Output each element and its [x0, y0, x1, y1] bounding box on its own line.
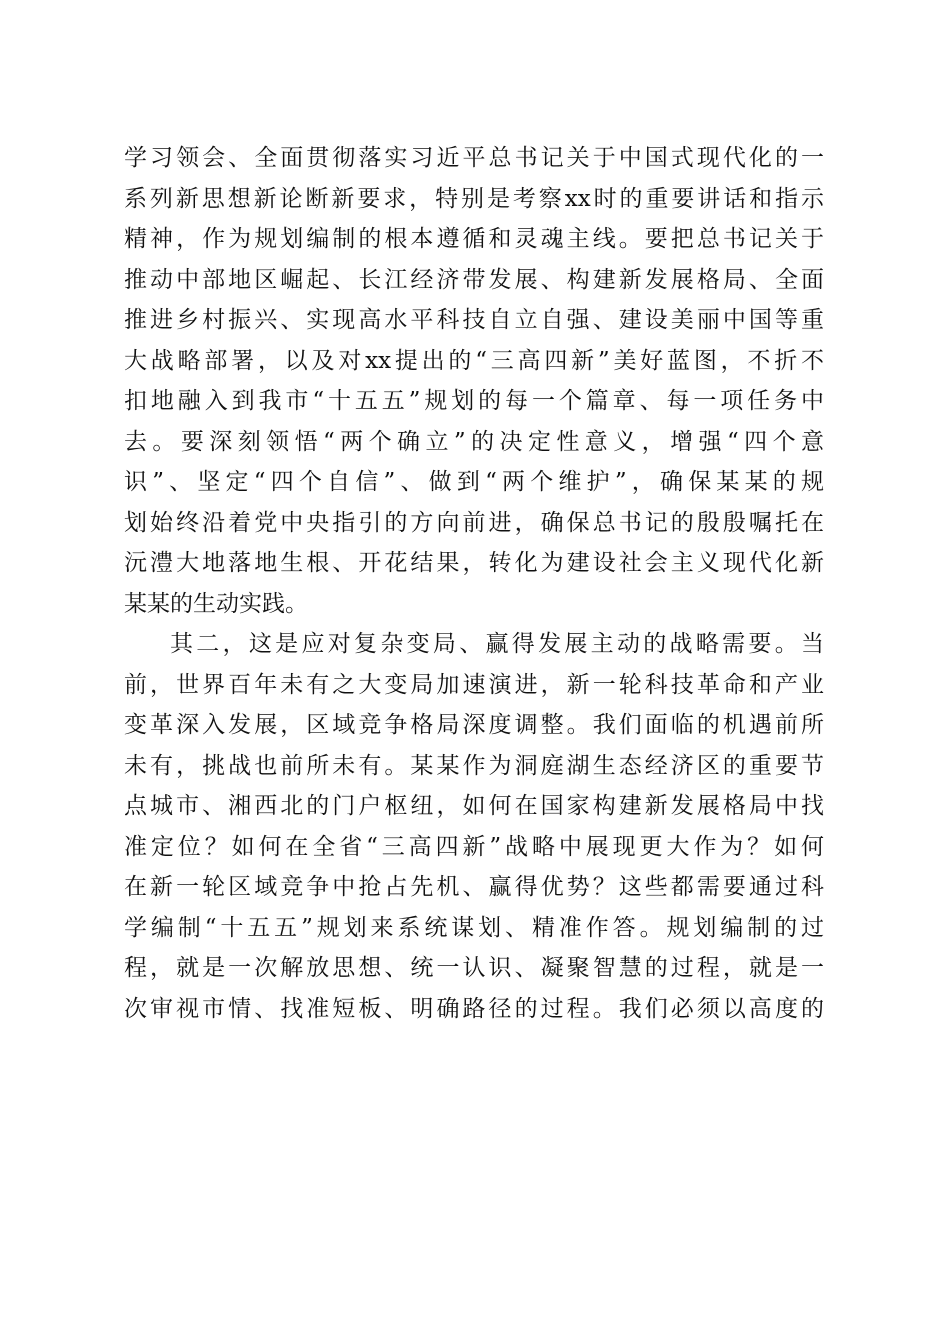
text-line: 次审视市情、找准短板、明确路径的过程。我们必须以高度的: [124, 995, 824, 1022]
text-line: 在新一轮区域竞争中抢占先机、赢得优势？这些都需要通过科: [124, 874, 824, 900]
text-line: 点城市、湘西北的门户枢纽，如何在国家构建新发展格局中找: [124, 793, 824, 819]
body-text: [124, 138, 824, 1029]
text-line: 准定位？如何在全省“三高四新”战略中展现更大作为？如何: [124, 833, 824, 860]
text-line: 推动中部地区崛起、长江经济带发展、构建新发展格局、全面: [124, 266, 824, 293]
paragraph-end-line: 某某的生动实践。: [124, 590, 308, 617]
text-line: 大战略部署，以及对xx提出的“三高四新”美好蓝图，不折不: [124, 347, 824, 374]
paragraph-start-line: 其二，这是应对复杂变局、赢得发展主动的战略需要。当: [170, 631, 824, 657]
text-line: 变革深入发展，区域竞争格局深度调整。我们面临的机遇前所: [124, 712, 824, 738]
text-line: 精神，作为规划编制的根本遵循和灵魂主线。要把总书记关于: [124, 226, 824, 252]
text-line: 去。要深刻领悟“两个确立”的决定性意义，增强“四个意: [124, 428, 824, 455]
text-line: 前，世界百年未有之大变局加速演进，新一轮科技革命和产业: [124, 671, 824, 698]
text-line: 系列新思想新论断新要求，特别是考察xx时的重要讲话和指示: [124, 185, 824, 212]
text-line: 学习领会、全面贯彻落实习近平总书记关于中国式现代化的一: [124, 145, 824, 171]
text-line: 划始终沿着党中央指引的方向前进，确保总书记的殷殷嘱托在: [124, 509, 824, 536]
text-line: 推进乡村振兴、实现高水平科技自立自强、建设美丽中国等重: [124, 307, 824, 333]
text-line: 沅澧大地落地生根、开花结果，转化为建设社会主义现代化新: [124, 550, 824, 576]
text-line: 学编制“十五五”规划来系统谋划、精准作答。规划编制的过: [124, 914, 824, 941]
text-line: 未有，挑战也前所未有。某某作为洞庭湖生态经济区的重要节: [124, 752, 824, 779]
text-line: 程，就是一次解放思想、统一认识、凝聚智慧的过程，就是一: [124, 955, 824, 981]
text-line: 识”、坚定“四个自信”、做到“两个维护”，确保某某的规: [124, 469, 824, 495]
text-line: 扣地融入到我市“十五五”规划的每一个篇章、每一项任务中: [124, 388, 824, 414]
